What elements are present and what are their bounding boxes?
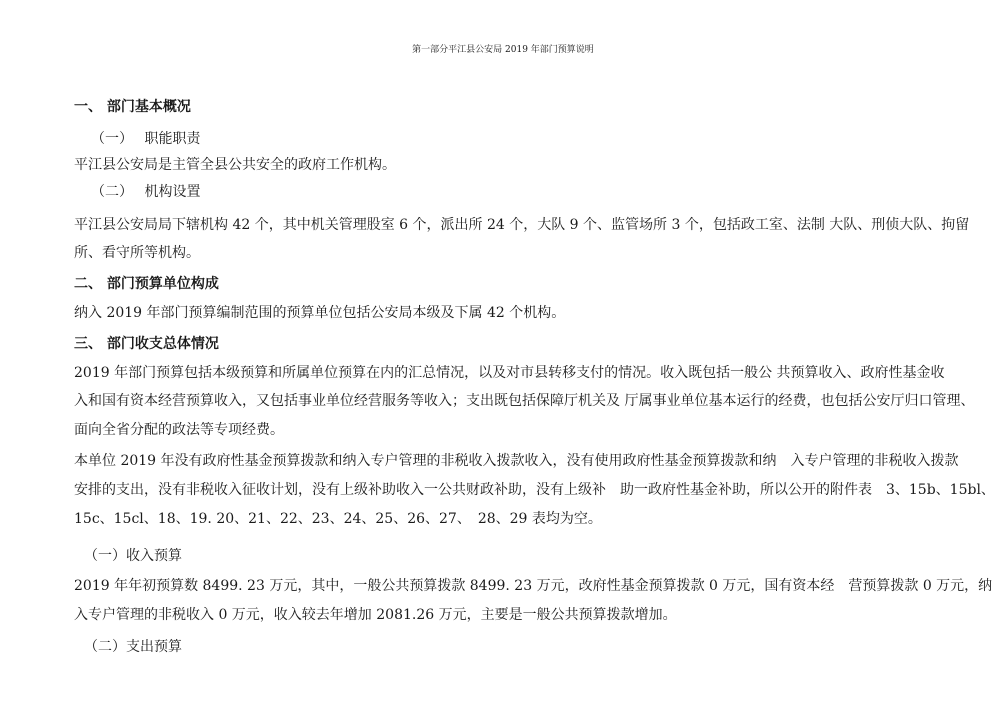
- subsection-3-1-heading: （一）收入预算: [84, 548, 182, 564]
- section-2-text: 纳入 2019 年部门预算编制范围的预算单位包括公安局本级及下属 42 个机构。: [74, 305, 566, 321]
- page-title: 第一部分平江县公安局 2019 年部门预算说明: [412, 45, 594, 55]
- paragraph-line: 15c、15cl、18、19. 20、21、22、23、24、25、26、27、 28、29 表均为空。: [74, 511, 602, 527]
- paragraph-line: 所、看守所等机构。: [74, 245, 200, 261]
- paragraph-line: 平江县公安局局下辖机构 42 个，其中机关管理股室 6 个，派出所 24 个，大队 9 个、监管场所 3 个，包括政工室、法制 大队、刑侦大队、拘留: [74, 217, 970, 233]
- paragraph-line: 入和国有资本经营预算收入，又包括事业单位经营服务等收入；支出既包括保障厅机关及 厅属事业单位基本运行的经费，也包括公安厅归口管理、: [74, 393, 975, 409]
- paragraph-line: 2019 年年初预算数 8499. 23 万元，其中，一般公共预算拨款 8499. 23 万元，改府性基金预算拨款 0 万元，国有资本经 营预算拨款 0 万元，纳: [74, 578, 993, 594]
- section-3-heading: 三、 部门收支总体情况: [74, 336, 219, 352]
- paragraph-line: 本单位 2019 年没有政府性基金预算拨款和纳入专户管理的非税收入拨款收入，没有使用政府性基金预算拨款和纳 入专户管理的非税收入拨款: [74, 453, 959, 469]
- paragraph-line: 面向全省分配的政法等专项经费。: [74, 422, 284, 438]
- subsection-3-2-heading: （二）支出预算: [84, 639, 182, 655]
- section-2-heading: 二、 部门预算单位构成: [74, 276, 219, 292]
- section-1-heading: 一、 部门基本概况: [74, 99, 191, 115]
- subsection-1-2-heading: （二） 机构设置: [91, 184, 201, 200]
- paragraph-line: 2019 年部门预算包括本级预算和所属单位预算在内的汇总情况，以及对市县转移支付的情况。收入既包括一般公 共预算收入、政府性基金收: [74, 365, 945, 381]
- paragraph-line: 安排的支出，没有非税收入征收计划，没有上级补助收入一公共财政补助，没有上级补 助一政府性基金补助，所以公开的附件表 3、15b、15bl、: [74, 482, 995, 498]
- paragraph-line: 入专户管理的非税收入 0 万元，收入较去年增加 2081.26 万元，主要是一般公共预算拨款增加。: [74, 607, 677, 623]
- subsection-1-1-text: 平江县公安局是主管全县公共安全的政府工作机构。: [74, 157, 396, 173]
- subsection-1-1-heading: （一） 职能职责: [91, 131, 201, 147]
